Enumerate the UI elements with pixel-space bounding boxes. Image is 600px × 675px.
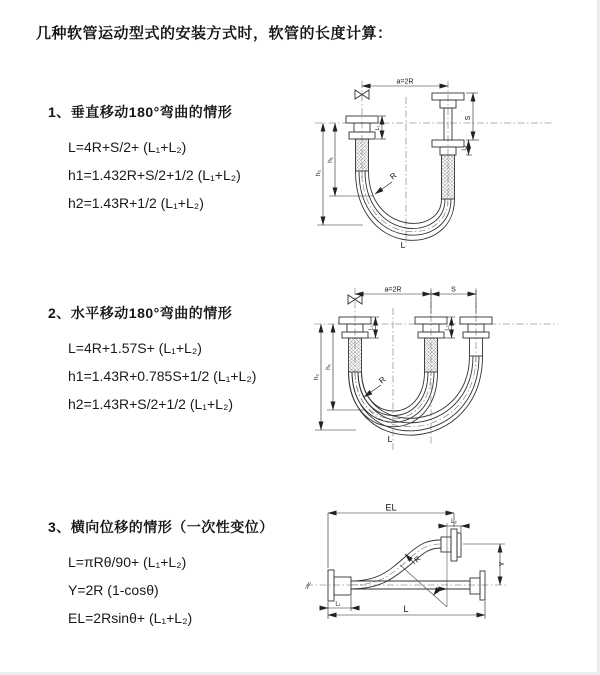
formula-line: h1=1.43R+0.785S+1/2 (L₁+L₂) xyxy=(68,368,257,384)
section-1 xyxy=(48,102,241,217)
formula-line: L=4R+S/2+ (L₁+L₂) xyxy=(68,139,187,155)
dim-label-h2: h₂ xyxy=(313,373,320,381)
section-3 xyxy=(48,517,274,632)
formula-line: h1=1.432R+S/2+1/2 (L₁+L₂) xyxy=(68,167,241,183)
diagram-vertical-180-bend xyxy=(305,73,560,258)
hose-s-curve xyxy=(351,540,441,589)
dim-label-l: L xyxy=(387,434,393,444)
dim-label-s: S xyxy=(451,286,456,294)
left-flange xyxy=(328,570,351,601)
dim-label-r: R xyxy=(388,170,399,182)
dim-label-l1: L₁ xyxy=(335,601,341,608)
centerlines xyxy=(305,544,507,589)
diagram-lateral-displacement xyxy=(298,498,583,663)
dim-label-a2r: a=2R xyxy=(396,78,414,86)
dim-label-y: Y xyxy=(497,561,506,567)
dim-label-h1: h₁ xyxy=(327,157,334,163)
section-1-heading: 1、垂直移动180°弯曲的情形 xyxy=(48,104,233,120)
hose-u-bend xyxy=(356,171,455,240)
formula-line: EL=2Rsinθ+ (L₁+L₂) xyxy=(68,610,193,626)
dim-label-l: L xyxy=(403,604,409,614)
straight-pipe-original-position xyxy=(351,571,485,600)
formula-line: L=4R+1.57S+ (L₁+L₂) xyxy=(68,340,202,356)
dim-label-l2: L₂ xyxy=(461,145,468,151)
dim-label-h1: h₁ xyxy=(325,364,332,370)
dim-label-h2: h₂ xyxy=(315,169,322,177)
dim-label-l2: L₂ xyxy=(451,519,457,525)
dim-label-l1: L₁ xyxy=(375,125,381,131)
dim-label-r: R xyxy=(412,553,423,565)
page-title: 几种软管运动型式的安装方式时，软管的长度计算： xyxy=(36,25,393,42)
formula-line: Y=2R (1-cosθ) xyxy=(68,582,159,598)
dimension-lines xyxy=(320,513,505,619)
dim-label-s: S xyxy=(465,115,472,121)
hose-u-bend-position-2 xyxy=(349,356,483,435)
formula-line: L=πRθ/90+ (L₁+L₂) xyxy=(68,554,187,570)
dim-label-r: R xyxy=(377,374,388,386)
dim-label-l1: L₁ xyxy=(368,325,375,331)
formula-line: h2=1.43R+S/2+1/2 (L₁+L₂) xyxy=(68,396,234,412)
section-3-heading: 3、横向位移的情形（一次性变位） xyxy=(48,519,274,535)
dim-label-l: L xyxy=(400,240,406,250)
dim-label-el: EL xyxy=(385,502,397,513)
dim-label-l2: L₂ xyxy=(444,325,451,331)
angle-construction xyxy=(400,523,447,607)
displaced-end-flange xyxy=(441,529,461,561)
formula-line: h2=1.43R+1/2 (L₁+L₂) xyxy=(68,195,204,211)
centerline-break-mark xyxy=(305,582,311,589)
dim-label-theta: θ xyxy=(435,588,439,595)
dimension-lines xyxy=(315,290,476,430)
dim-label-a2r: a=2R xyxy=(384,286,402,294)
section-2 xyxy=(48,303,256,418)
diagram-horizontal-180-bend xyxy=(306,282,566,462)
section-2-heading: 2、水平移动180°弯曲的情形 xyxy=(48,305,233,321)
moving-end-flange-position-2 xyxy=(460,317,492,356)
